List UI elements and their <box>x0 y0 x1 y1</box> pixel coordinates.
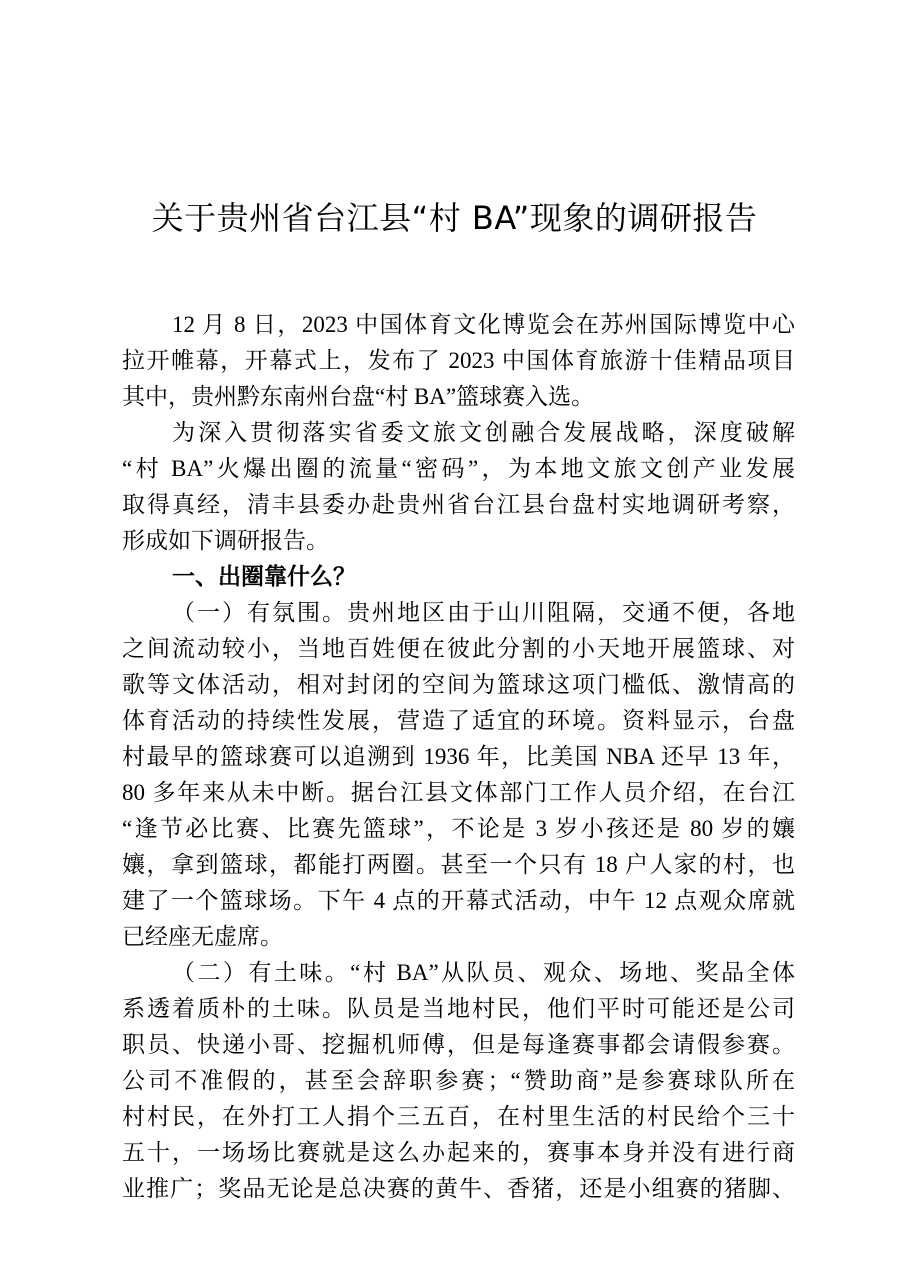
text-line: 80 多年来从未中断。据台江县文体部门工作人员介绍，在台江 <box>122 780 795 805</box>
text-line: 为深入贯彻落实省委文旅文创融合发展战略，深度破解 <box>172 420 795 445</box>
paragraph <box>122 595 795 955</box>
text-line: 体育活动的持续性发展，营造了适宜的环境。资料显示，台盘 <box>122 708 795 733</box>
text-line: （一）有氛围。贵州地区由于山川阻隔，交通不便，各地 <box>172 600 795 625</box>
text-line: 形成如下调研报告。 <box>122 528 329 553</box>
document-title: 关于贵州省台江县“村 BA”现象的调研报告 <box>151 199 758 237</box>
text-line: “村 BA”火爆出圈的流量“密码”，为本地文旅文创产业发展 <box>122 456 795 481</box>
text-line: 职员、快递小哥、挖掘机师傅，但是每逢赛事都会请假参赛。 <box>122 1032 795 1057</box>
text-line: 取得真经，清丰县委办赴贵州省台江县台盘村实地调研考察， <box>122 492 795 517</box>
paragraph <box>122 955 795 1207</box>
text-line: 之间流动较小，当地百姓便在彼此分割的小天地开展篮球、对 <box>122 636 795 661</box>
text-line: 业推广；奖品无论是总决赛的黄牛、香猪，还是小组赛的猪脚、 <box>122 1176 795 1201</box>
text-line: 村村民，在外打工人捐个三五百，在村里生活的村民给个三十 <box>122 1104 795 1129</box>
text-line: 公司不准假的，甚至会辞职参赛；“赞助商”是参赛球队所在 <box>122 1068 795 1093</box>
text-line: “逢节必比赛、比赛先篮球”，不论是 3 岁小孩还是 80 岁的孃 <box>122 816 795 841</box>
text-line: 系透着质朴的土味。队员是当地村民，他们平时可能还是公司 <box>122 996 795 1021</box>
text-line: 村最早的篮球赛可以追溯到 1936 年，比美国 NBA 还早 13 年， <box>122 744 795 769</box>
paragraph <box>122 307 795 415</box>
text-line: 孃，拿到篮球，都能打两圈。甚至一个只有 18 户人家的村，也 <box>122 852 795 877</box>
text-line: 建了一个篮球场。下午 4 点的开幕式活动，中午 12 点观众席就 <box>122 888 795 913</box>
text-line: 拉开帷幕，开幕式上，发布了 2023 中国体育旅游十佳精品项目 <box>122 348 795 373</box>
text-line: 其中，贵州黔东南州台盘“村 BA”篮球赛入选。 <box>122 384 595 409</box>
text-line: 歌等文体活动，相对封闭的空间为篮球这项门槛低、激情高的 <box>122 672 795 697</box>
paragraph <box>122 415 795 559</box>
text-line: （二）有土味。“村 BA”从队员、观众、场地、奖品全体 <box>172 960 795 985</box>
section-heading-text: 一、出圈靠什么？ <box>172 564 356 589</box>
section-heading <box>122 559 795 595</box>
text-line: 已经座无虚席。 <box>122 924 283 949</box>
text-line: 五十，一场场比赛就是这么办起来的，赛事本身并没有进行商 <box>122 1140 795 1165</box>
document-body <box>122 307 795 1207</box>
text-line: 12 月 8 日，2023 中国体育文化博览会在苏州国际博览中心 <box>172 312 795 337</box>
